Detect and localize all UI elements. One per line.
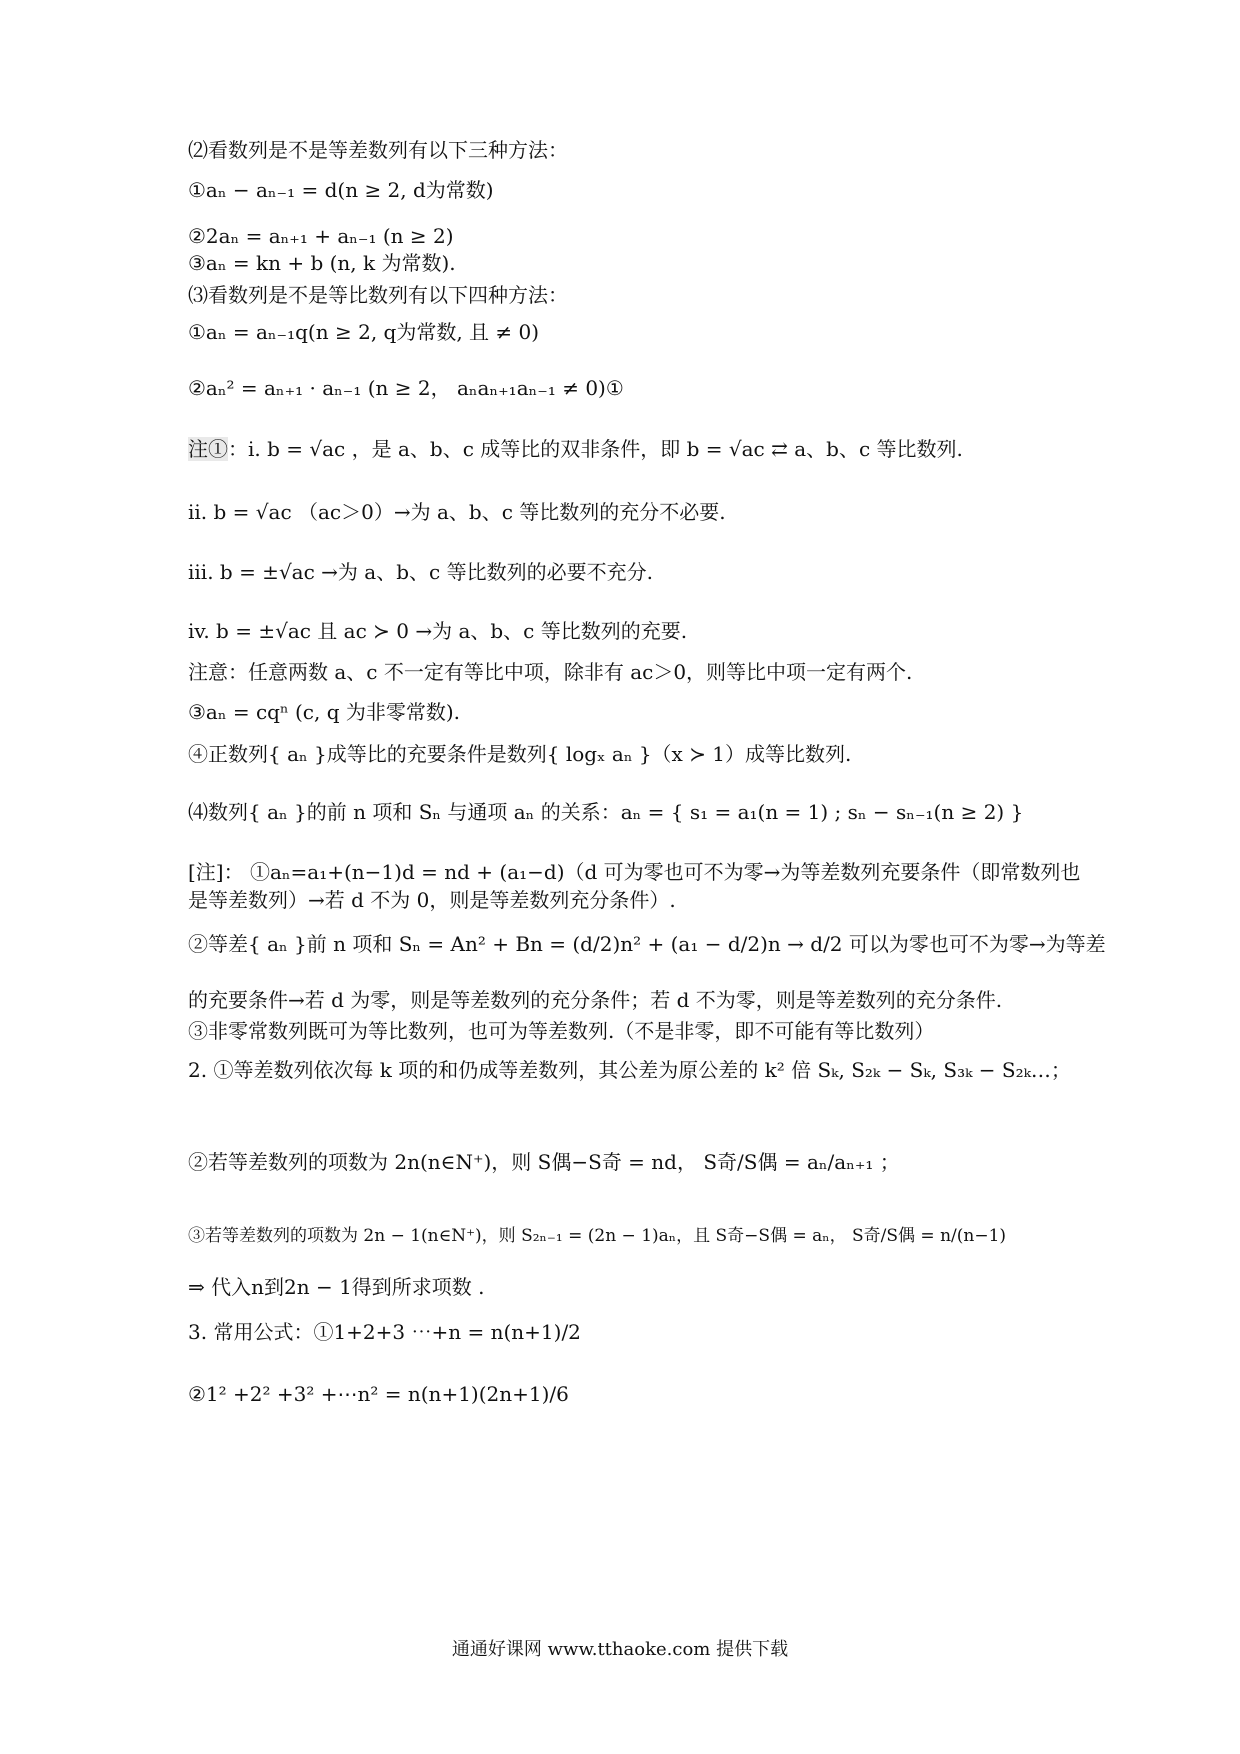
note-1-line xyxy=(188,435,1090,463)
footer-url-link[interactable]: www.tthaoke.com xyxy=(547,1639,711,1660)
item-3-formula-2: ②1² +2² +3² +⋯n² = n(n+1)(2n+1)/6 xyxy=(188,1382,569,1406)
item-3-formula-1: 3. 常用公式：①1+2+3 ⋯+n = n(n+1)/2 xyxy=(188,1320,581,1344)
section-2-heading: ⑵看数列是不是等差数列有以下三种方法： xyxy=(188,138,568,162)
item-2-3: ③若等差数列的项数为 2n − 1(n∈N⁺)，则 S₂ₙ₋₁ = (2n − 1)aₙ，且 S奇−S偶 = aₙ， S奇/S偶 = n/(n−1) xyxy=(188,1226,1007,1246)
section-3-heading: ⑶看数列是不是等比数列有以下四种方法： xyxy=(188,283,568,307)
footer-site-name: 通通好课网 xyxy=(451,1639,542,1660)
geo-method-3: ③aₙ = cqⁿ (c, q 为非零常数). xyxy=(188,700,461,724)
footer-action: 提供下载 xyxy=(716,1639,789,1660)
remark-1: [注]： ①aₙ=a₁+(n−1)d = nd + (a₁−d)（d 可为零也可不为零→为等差数列充要条件（即常数列也是等差数列）→若 d 不为 0，则是等差数列充分条件）. xyxy=(188,860,1081,912)
section-4-relation: ⑷数列{ aₙ }的前 n 项和 Sₙ 与通项 aₙ 的关系：aₙ = { s₁ = a₁(n = 1) ; sₙ − sₙ₋₁(n ≥ 2) } xyxy=(188,800,1024,824)
geo-method-4: ④正数列{ aₙ }成等比的充要条件是数列{ logₓ aₙ }（x ≻ 1）成等比数列. xyxy=(188,742,852,766)
geo-method-1: ①aₙ = aₙ₋₁q(n ≥ 2, q为常数, 且 ≠ 0) xyxy=(188,320,540,344)
attention-note: 注意：任意两数 a、c 不一定有等比中项，除非有 ac＞0，则等比中项一定有两个. xyxy=(188,660,913,684)
item-2-1: 2. ①等差数列依次每 k 项的和仍成等差数列，其公差为原公差的 k² 倍 Sₖ, S₂ₖ − Sₖ, S₃ₖ − S₂ₖ…； xyxy=(188,1058,1071,1082)
arith-method-2: ②2aₙ = aₙ₊₁ + aₙ₋₁ (n ≥ 2) xyxy=(188,224,454,248)
geo-method-2: ②aₙ² = aₙ₊₁ · aₙ₋₁ (n ≥ 2， aₙaₙ₊₁aₙ₋₁ ≠ 0)① xyxy=(188,376,624,400)
note-1-label: 注① xyxy=(188,437,228,461)
item-2-2: ②若等差数列的项数为 2n(n∈N⁺)，则 S偶−S奇 = nd， S奇/S偶 = aₙ/aₙ₊₁ ； xyxy=(188,1150,900,1174)
item-2-3-conclusion: ⇒ 代入n到2n − 1得到所求项数 . xyxy=(188,1275,485,1299)
remark-2-cont: 的充要条件→若 d 为零，则是等差数列的充分条件；若 d 不为零，则是等差数列的充分条件. xyxy=(188,988,1003,1012)
note-1-text: ：i. b = √ac ，是 a、b、c 成等比的双非条件，即 b = √ac ⇄ a、b、c 等比数列. xyxy=(228,437,963,461)
page-footer xyxy=(0,1637,1240,1663)
remark-2: ②等差{ aₙ }前 n 项和 Sₙ = An² + Bn = (d/2)n² + (a₁ − d/2)n → d/2 可以为零也可不为零→为等差 xyxy=(188,932,1106,956)
remark-3: ③非零常数列既可为等比数列，也可为等差数列.（不是非零，即不可能有等比数列） xyxy=(188,1019,935,1043)
arith-method-1: ①aₙ − aₙ₋₁ = d(n ≥ 2, d为常数) xyxy=(188,178,494,202)
note-ii: ii. b = √ac （ac＞0）→为 a、b、c 等比数列的充分不必要. xyxy=(188,500,726,524)
arith-method-3: ③aₙ = kn + b (n, k 为常数). xyxy=(188,251,456,275)
note-iv: iv. b = ±√ac 且 ac ≻ 0 →为 a、b、c 等比数列的充要. xyxy=(188,619,688,643)
note-iii: iii. b = ±√ac →为 a、b、c 等比数列的必要不充分. xyxy=(188,560,653,584)
